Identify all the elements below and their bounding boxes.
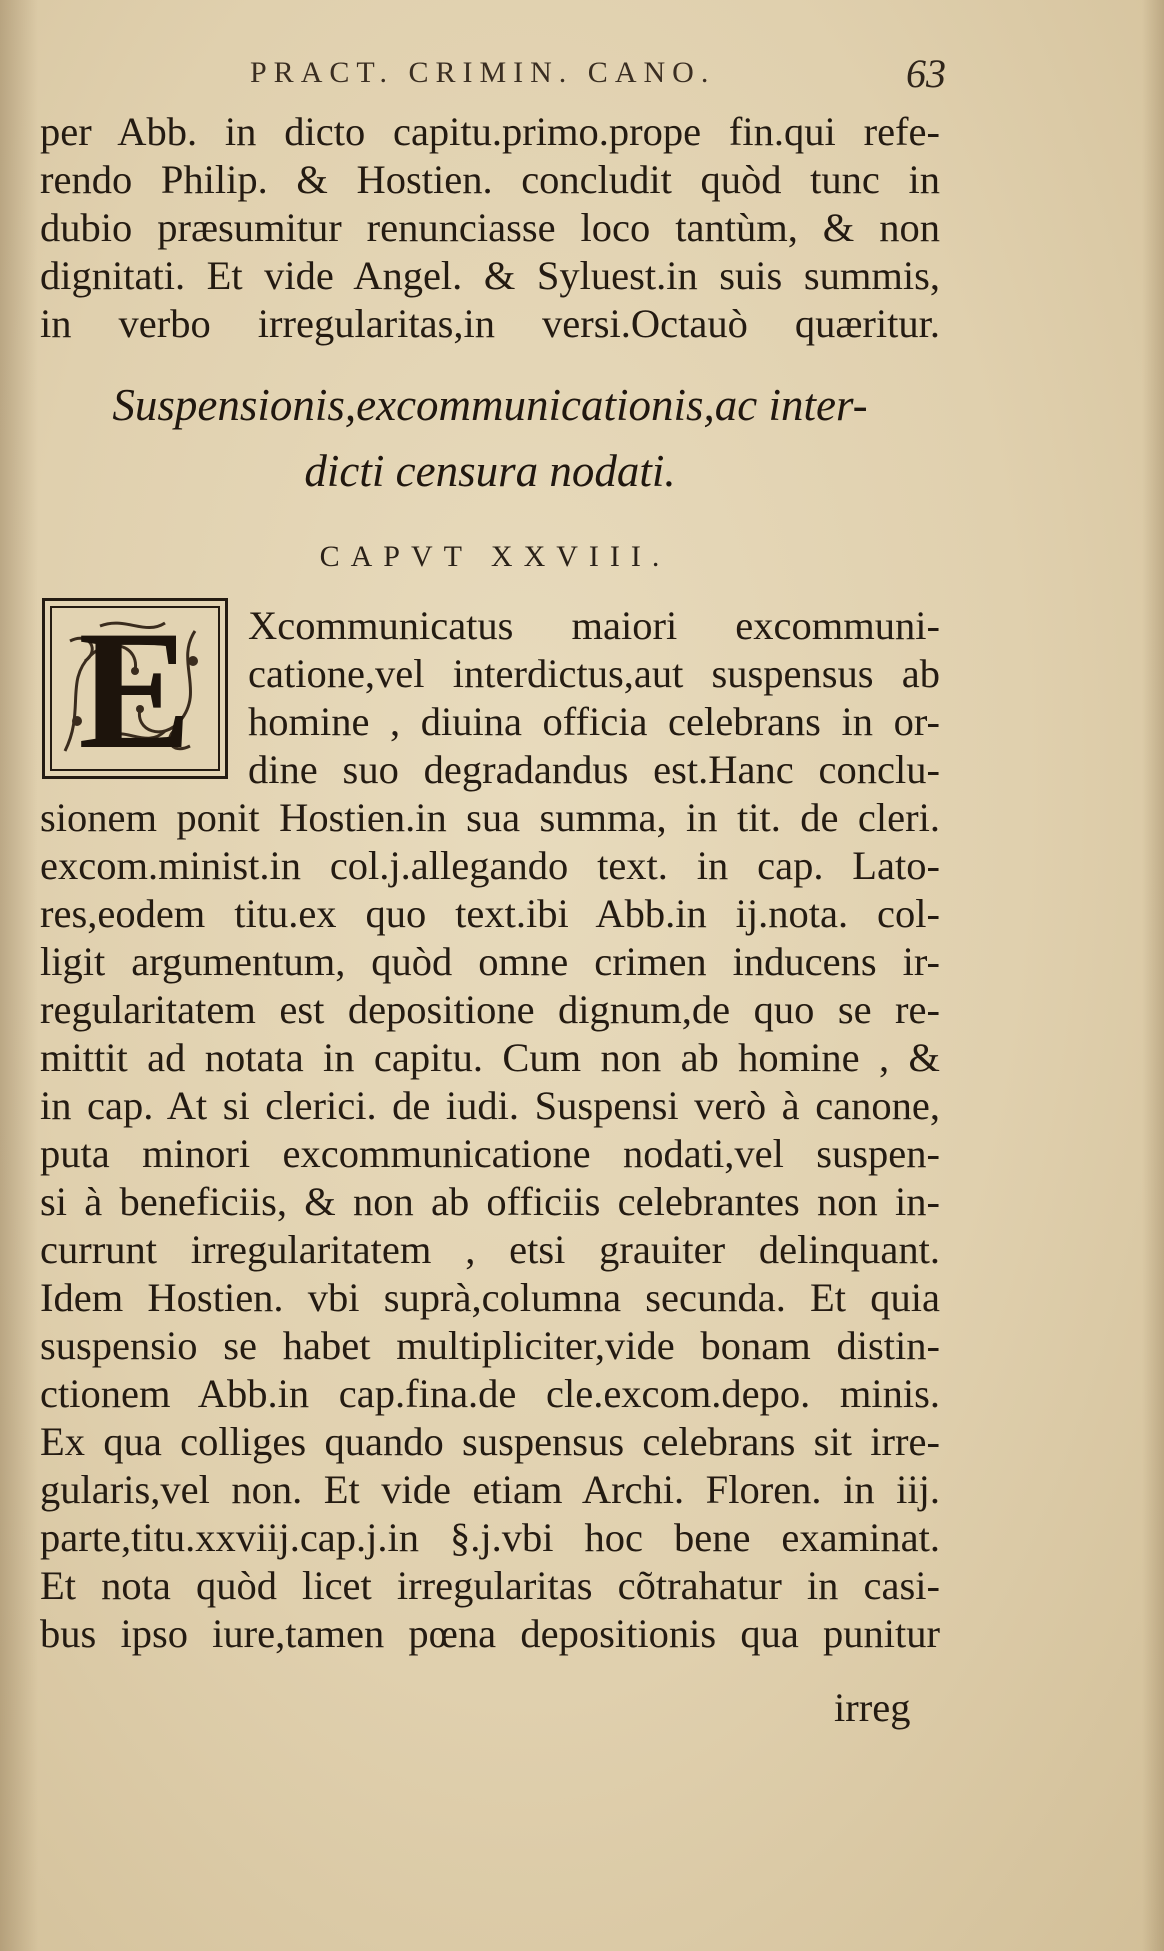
text-line: dine suo degradandus est.Hanc conclu- [248, 747, 940, 792]
text-line: currunt irregularitatem , etsi grauiter delinquant. [40, 1227, 940, 1272]
text-line: dignitati. Et vide Angel. & Syluest.in suis summis, [40, 253, 940, 298]
text-line: regularitatem est depositione dignum,de quo se re- [40, 987, 940, 1032]
text-line: ctionem Abb.in cap.fina.de cle.excom.depo. minis. [40, 1371, 940, 1416]
text-line: Ex qua colliges quando suspensus celebrans sit irre- [40, 1419, 940, 1464]
chapter-heading [60, 372, 920, 504]
catchword: irreg [834, 1685, 911, 1730]
heading-line: Suspensionis,excommunicationis,ac inter- [112, 380, 868, 430]
page-gutter-shadow [0, 0, 38, 1951]
text-line: suspensio se habet multipliciter,vide bonam distin- [40, 1323, 940, 1368]
text-line: parte,titu.xxviij.cap.j.in §.j.vbi hoc bene examinat. [40, 1515, 940, 1560]
continued-paragraph [40, 108, 940, 348]
page-edge-shadow [1142, 0, 1164, 1951]
chapter-number: CAPVT XXVIII. [319, 540, 671, 573]
text-line: si à beneficiis, & non ab officiis celebrantes non in- [40, 1179, 940, 1224]
page-number: 63 [906, 51, 946, 96]
text-line: Et nota quòd licet irregularitas cõtrahatur in casi- [40, 1563, 940, 1608]
text-line: homine , diuina officia celebrans in or- [248, 699, 940, 744]
decorated-initial [42, 596, 228, 784]
text-line: excom.minist.in col.j.allegando text. in cap. Lato- [40, 843, 940, 888]
text-line: catione,vel interdictus,aut suspensus ab [248, 651, 940, 696]
lines-beside-initial [248, 602, 940, 794]
text-line: ligit argumentum, quòd omne crimen inducens ir- [40, 939, 940, 984]
heading-line: dicti censura nodati. [304, 446, 676, 496]
text-line: sionem ponit Hostien.in sua summa, in tit. de cleri. [40, 795, 940, 840]
running-head: PRACT. CRIMIN. CANO. [250, 56, 716, 89]
text-line: bus ipso iure,tamen pœna depositionis qua punitur [40, 1611, 940, 1656]
text-line: mittit ad notata in capitu. Cum non ab homine , & [40, 1035, 940, 1080]
text-line: res,eodem titu.ex quo text.ibi Abb.in ij.nota. col- [40, 891, 940, 936]
text-line: Xcommunicatus maiori excommuni- [248, 603, 940, 648]
body-paragraph [40, 794, 940, 1658]
text-line: per Abb. in dicto capitu.primo.prope fin.qui refe- [40, 109, 940, 154]
text-line: gularis,vel non. Et vide etiam Archi. Floren. in iij. [40, 1467, 940, 1512]
text-line: dubio præsumitur renunciasse loco tantùm, & non [40, 205, 940, 250]
text-line: in cap. At si clerici. de iudi. Suspensi verò à canone, [40, 1083, 940, 1128]
text-line: in verbo irregularitas,in versi.Octauò quæritur. [40, 301, 940, 346]
text-line: puta minori excommunicatione nodati,vel suspen- [40, 1131, 940, 1176]
initial-letter: E [78, 596, 192, 784]
text-line: rendo Philip. & Hostien. concludit quòd tunc in [40, 157, 940, 202]
text-line: Idem Hostien. vbi suprà,columna secunda. Et quia [40, 1275, 940, 1320]
